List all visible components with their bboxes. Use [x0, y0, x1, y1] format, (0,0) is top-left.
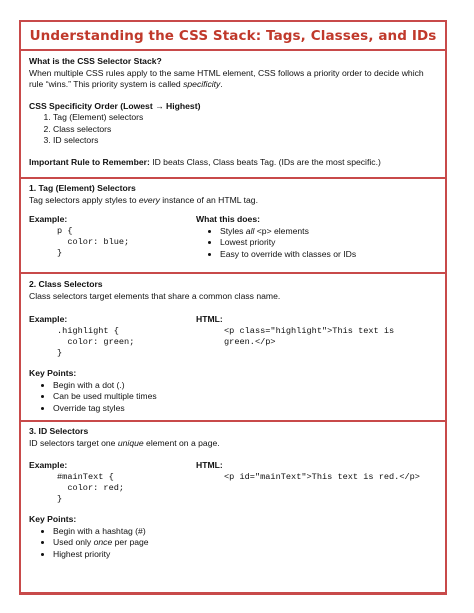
what-item — [220, 249, 436, 261]
intro-text-italic: specificity — [183, 79, 221, 89]
page-title: Understanding the CSS Stack: Tags, Classes, and IDs — [29, 28, 437, 44]
intro-text — [29, 68, 437, 91]
class-html-code: <p class="highlight">This text is green.</p> — [224, 325, 395, 347]
html-label: HTML: — [196, 314, 223, 324]
important-rule-text: ID beats Class, Class beats Tag. (IDs are the most specific.) — [149, 156, 381, 167]
section-divider — [21, 272, 445, 274]
intro-text-part: When multiple CSS rules apply to the same HTML element, CSS follows a priority order to decide which rule “wins.” This priority system is called — [29, 67, 424, 89]
what-list — [196, 226, 436, 261]
key-point-text: Begin with a hashtag (#) — [53, 525, 146, 536]
section2-html — [196, 314, 436, 348]
key-point-text: Used only — [53, 537, 94, 547]
class-code-block: .highlight { color: green; } — [57, 325, 135, 358]
section2-example — [29, 314, 134, 359]
section3-desc-italic: unique — [117, 437, 144, 448]
what-item-text: Lowest priority — [220, 237, 276, 247]
section3-heading: 3. ID Selectors — [29, 426, 89, 436]
section3-desc-end: element on a page. — [143, 437, 220, 448]
tag-code-block: p { color: blue; } — [57, 225, 130, 258]
id-code-block: #mainText { color: red; } — [57, 471, 125, 504]
section2-desc: Class selectors target elements that share a common class name. — [29, 290, 281, 301]
key-point — [53, 526, 149, 538]
example-label: Example: — [29, 314, 68, 324]
section1-desc-part: Tag selectors apply styles to — [29, 194, 139, 205]
section3-keypoints — [29, 514, 149, 560]
intro-section — [29, 56, 437, 168]
key-points-list — [29, 380, 157, 415]
section1-heading: 1. Tag (Element) Selectors — [29, 183, 136, 193]
key-point-end: per page — [112, 537, 149, 547]
what-item-text: Styles — [220, 225, 246, 236]
key-point-italic: once — [93, 537, 113, 547]
title-divider — [21, 49, 445, 51]
order-item: 2. Class selectors — [53, 124, 437, 136]
order-list — [29, 112, 437, 147]
section-divider — [21, 420, 445, 422]
key-points-label: Key Points: — [29, 514, 77, 524]
html-label: HTML: — [196, 460, 223, 470]
what-item-italic: all — [245, 225, 255, 236]
intro-text-end: . — [220, 79, 223, 89]
section-tag-selectors — [29, 183, 437, 286]
section3-desc-part: ID selectors target one — [29, 437, 118, 448]
key-point — [53, 549, 149, 561]
what-item-text: Easy to override with classes or IDs — [220, 248, 357, 259]
key-points-label: Key Points: — [29, 368, 77, 378]
key-point-text: Highest priority — [53, 548, 111, 559]
intro-heading: What is the CSS Selector Stack? — [29, 56, 162, 66]
order-item: 1. Tag (Element) selectors — [53, 112, 437, 124]
what-label: What this does: — [196, 214, 260, 224]
section-divider — [21, 177, 445, 179]
section1-desc-italic: every — [138, 194, 160, 205]
section1-what — [196, 214, 436, 260]
section1-desc-end: instance of an HTML tag. — [159, 194, 258, 205]
section3-example — [29, 460, 124, 505]
section3-desc — [29, 438, 437, 450]
key-point: • Begin with a dot (.) — [53, 380, 157, 392]
section2-heading: 2. Class Selectors — [29, 279, 103, 289]
key-point — [53, 537, 149, 549]
section1-desc — [29, 195, 437, 207]
section1-example — [29, 214, 129, 259]
key-point: • Can be used multiple times — [53, 391, 157, 403]
section2-keypoints — [29, 368, 157, 414]
example-label: Example: — [29, 460, 68, 470]
important-rule — [29, 157, 437, 169]
what-item — [220, 237, 436, 249]
worksheet-page — [19, 20, 447, 595]
what-item-end: <p> elements — [254, 225, 309, 236]
section3-html — [196, 460, 441, 483]
important-rule-label: Important Rule to Remember: — [29, 156, 150, 167]
section-class-selectors — [29, 279, 437, 419]
example-label: Example: — [29, 214, 68, 224]
section-id-selectors — [29, 426, 437, 586]
what-item — [220, 226, 436, 238]
order-item: 3. ID selectors — [53, 135, 437, 147]
key-points-list — [29, 526, 149, 561]
id-html-code: <p id="mainText">This text is red.</p> — [224, 471, 420, 482]
key-point: • Override tag styles — [53, 403, 157, 415]
order-heading: CSS Specificity Order (Lowest → Highest) — [29, 100, 201, 111]
